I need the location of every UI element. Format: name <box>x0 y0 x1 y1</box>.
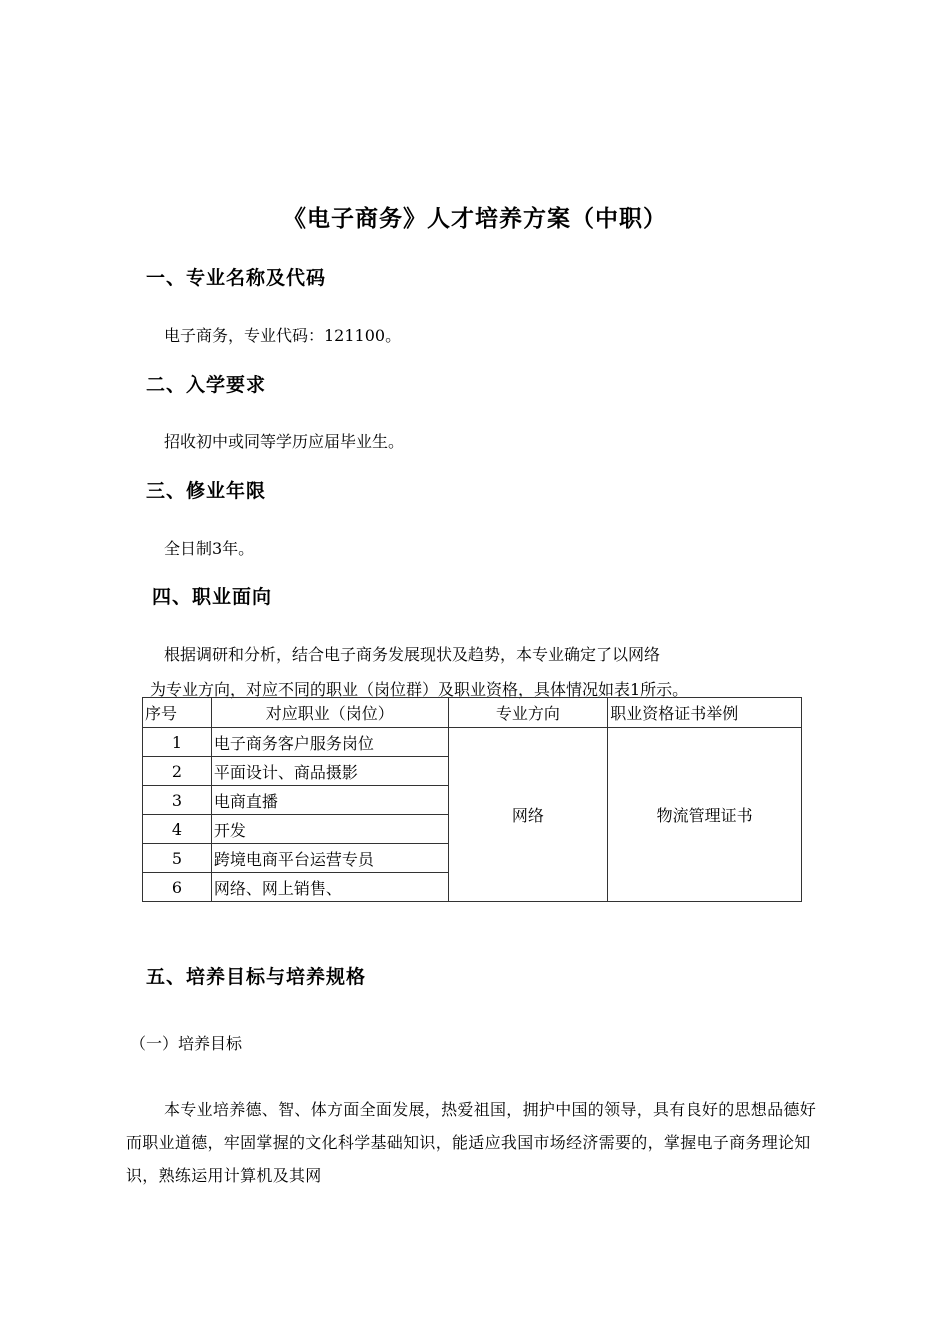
row-no: 4 <box>143 815 212 844</box>
row-no: 5 <box>143 844 212 873</box>
row-job: 开发 <box>211 815 448 844</box>
section-4-text-line2: 为专业方向，对应不同的职业（岗位群）及职业资格，具体情况如表1所示。 <box>150 680 689 699</box>
row-job: 跨境电商平台运营专员 <box>211 844 448 873</box>
row-no: 6 <box>143 873 212 902</box>
table-row <box>143 728 802 757</box>
section-3-text: 全日制3年。 <box>164 539 255 558</box>
row-job: 网络、网上销售、 <box>211 873 448 902</box>
row-job: 电商直播 <box>211 786 448 815</box>
header-no: 序号 <box>143 698 212 728</box>
section-2-heading: 二、入学要求 <box>146 374 267 396</box>
table-header-row <box>143 698 802 728</box>
row-no: 1 <box>143 728 212 757</box>
row-job: 电子商务客户服务岗位 <box>211 728 448 757</box>
page-title: 《电子商务》人才培养方案（中职） <box>283 206 667 232</box>
section-3-heading: 三、修业年限 <box>146 480 267 502</box>
row-job: 平面设计、商品摄影 <box>211 757 448 786</box>
section-5-heading: 五、培养目标与培养规格 <box>146 966 367 988</box>
section-1-text: 电子商务，专业代码：121100。 <box>164 326 402 345</box>
header-certificate: 职业资格证书举例 <box>608 698 802 728</box>
header-direction: 专业方向 <box>448 698 608 728</box>
career-table <box>142 697 802 902</box>
section-4-text-line1: 根据调研和分析，结合电子商务发展现状及趋势，本专业确定了以网络 <box>164 645 661 664</box>
section-4-heading: 四、职业面向 <box>152 586 273 608</box>
section-5-paragraph: 本专业培养德、智、体方面全面发展，热爱祖国，拥护中国的领导，具有良好的思想品德好而职业道德，牢固掌握的文化科学基础知识，能适应我国市场经济需要的，掌握电子商务理论知识，熟练运用计算机及其网 <box>126 1100 817 1185</box>
header-job: 对应职业（岗位） <box>211 698 448 728</box>
certificate-cell: 物流管理证书 <box>608 728 802 902</box>
direction-cell: 网络 <box>448 728 608 902</box>
section-2-text: 招收初中或同等学历应届毕业生。 <box>164 432 405 451</box>
section-1-heading: 一、专业名称及代码 <box>146 267 327 289</box>
row-no: 3 <box>143 786 212 815</box>
row-no: 2 <box>143 757 212 786</box>
section-5-subheading: （一）培养目标 <box>130 1034 243 1053</box>
